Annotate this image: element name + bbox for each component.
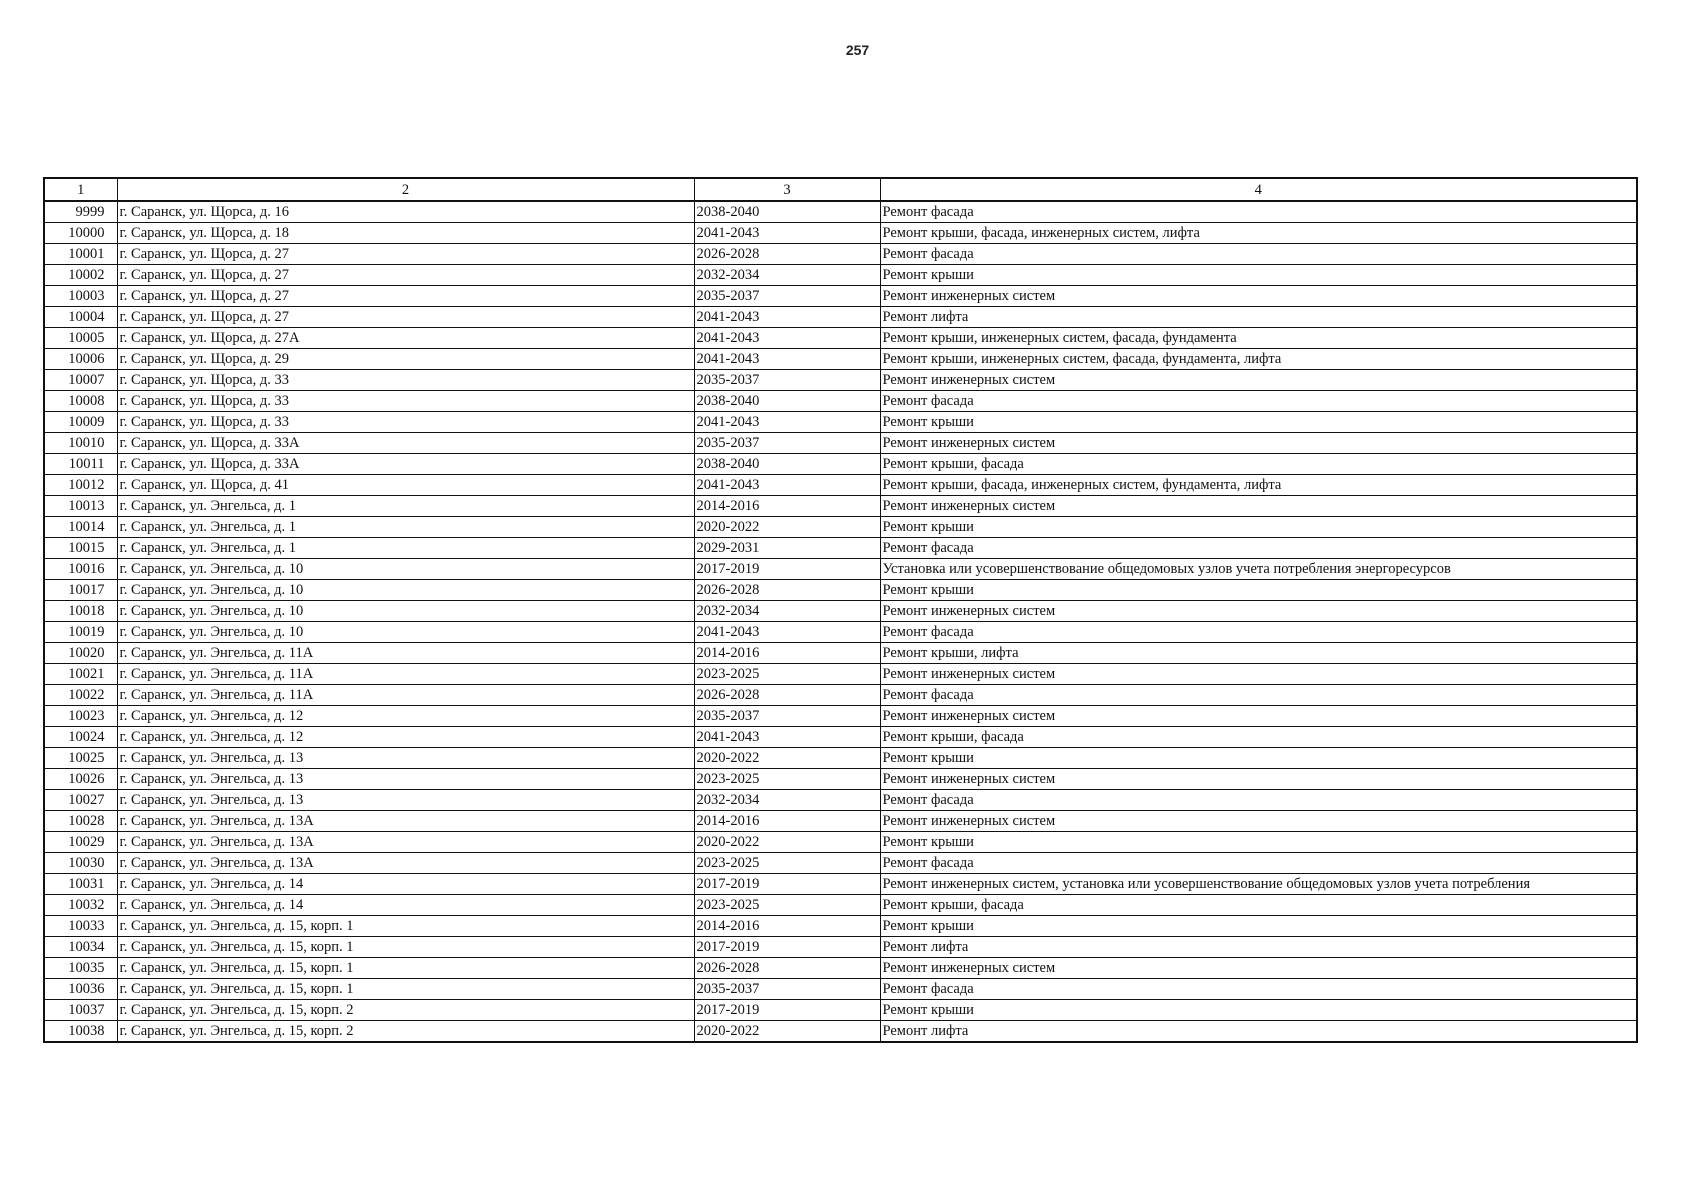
- column-header-3: 3: [694, 178, 880, 201]
- period-cell: 2023-2025: [694, 853, 880, 874]
- address-cell: г. Саранск, ул. Энгельса, д. 15, корп. 1: [117, 916, 694, 937]
- period-cell: 2038-2040: [694, 454, 880, 475]
- work-type-cell: Ремонт крыши: [880, 580, 1637, 601]
- row-number-cell: 10029: [44, 832, 117, 853]
- row-number-cell: 10024: [44, 727, 117, 748]
- address-cell: г. Саранск, ул. Энгельса, д. 13: [117, 769, 694, 790]
- row-number-cell: 10036: [44, 979, 117, 1000]
- address-cell: г. Саранск, ул. Щорса, д. 41: [117, 475, 694, 496]
- table-row: [44, 265, 1637, 286]
- table-row: [44, 664, 1637, 685]
- period-cell: 2035-2037: [694, 286, 880, 307]
- row-number-cell: 10005: [44, 328, 117, 349]
- row-number-cell: 10025: [44, 748, 117, 769]
- row-number-cell: 10012: [44, 475, 117, 496]
- work-type-cell: Ремонт крыши: [880, 517, 1637, 538]
- work-type-cell: Ремонт крыши, фасада, инженерных систем, фундамента, лифта: [880, 475, 1637, 496]
- period-cell: 2038-2040: [694, 391, 880, 412]
- table-row: [44, 622, 1637, 643]
- period-cell: 2017-2019: [694, 559, 880, 580]
- row-number-cell: 10014: [44, 517, 117, 538]
- table-row: [44, 286, 1637, 307]
- table-row: [44, 601, 1637, 622]
- table-row: [44, 643, 1637, 664]
- period-cell: 2041-2043: [694, 307, 880, 328]
- table-row: [44, 412, 1637, 433]
- address-cell: г. Саранск, ул. Энгельса, д. 15, корп. 1: [117, 979, 694, 1000]
- column-header-1: 1: [44, 178, 117, 201]
- work-type-cell: Ремонт фасада: [880, 201, 1637, 223]
- row-number-cell: 10034: [44, 937, 117, 958]
- work-type-cell: Ремонт инженерных систем: [880, 286, 1637, 307]
- address-cell: г. Саранск, ул. Щорса, д. 27: [117, 265, 694, 286]
- address-cell: г. Саранск, ул. Энгельса, д. 1: [117, 538, 694, 559]
- table-row: [44, 538, 1637, 559]
- address-cell: г. Саранск, ул. Энгельса, д. 10: [117, 622, 694, 643]
- table-row: [44, 769, 1637, 790]
- period-cell: 2035-2037: [694, 979, 880, 1000]
- work-type-cell: Ремонт инженерных систем: [880, 601, 1637, 622]
- row-number-cell: 10022: [44, 685, 117, 706]
- row-number-cell: 10033: [44, 916, 117, 937]
- address-cell: г. Саранск, ул. Щорса, д. 33: [117, 412, 694, 433]
- period-cell: 2041-2043: [694, 622, 880, 643]
- row-number-cell: 10010: [44, 433, 117, 454]
- address-cell: г. Саранск, ул. Энгельса, д. 11А: [117, 643, 694, 664]
- table-row: [44, 223, 1637, 244]
- table-row: [44, 979, 1637, 1000]
- table-row: [44, 958, 1637, 979]
- work-type-cell: Установка или усовершенствование общедомовых узлов учета потребления энергоресурсов: [880, 559, 1637, 580]
- row-number-cell: 10013: [44, 496, 117, 517]
- period-cell: 2020-2022: [694, 1021, 880, 1043]
- work-type-cell: Ремонт фасада: [880, 685, 1637, 706]
- page-number: 257: [845, 42, 870, 58]
- address-cell: г. Саранск, ул. Энгельса, д. 13А: [117, 832, 694, 853]
- address-cell: г. Саранск, ул. Энгельса, д. 10: [117, 559, 694, 580]
- work-type-cell: Ремонт крыши: [880, 265, 1637, 286]
- address-cell: г. Саранск, ул. Щорса, д. 27А: [117, 328, 694, 349]
- period-cell: 2020-2022: [694, 748, 880, 769]
- table-row: [44, 580, 1637, 601]
- work-type-cell: Ремонт инженерных систем: [880, 811, 1637, 832]
- row-number-cell: 10003: [44, 286, 117, 307]
- work-type-cell: Ремонт фасада: [880, 622, 1637, 643]
- table-row: [44, 874, 1637, 895]
- address-cell: г. Саранск, ул. Энгельса, д. 15, корп. 1: [117, 937, 694, 958]
- address-cell: г. Саранск, ул. Щорса, д. 33А: [117, 433, 694, 454]
- address-cell: г. Саранск, ул. Щорса, д. 29: [117, 349, 694, 370]
- address-cell: г. Саранск, ул. Щорса, д. 27: [117, 244, 694, 265]
- period-cell: 2020-2022: [694, 517, 880, 538]
- work-type-cell: Ремонт крыши, фасада: [880, 895, 1637, 916]
- address-cell: г. Саранск, ул. Энгельса, д. 10: [117, 580, 694, 601]
- column-header-4: 4: [880, 178, 1637, 201]
- period-cell: 2017-2019: [694, 874, 880, 895]
- work-type-cell: Ремонт крыши, фасада: [880, 727, 1637, 748]
- address-cell: г. Саранск, ул. Энгельса, д. 13: [117, 790, 694, 811]
- row-number-cell: 10018: [44, 601, 117, 622]
- row-number-cell: 10011: [44, 454, 117, 475]
- period-cell: 2014-2016: [694, 916, 880, 937]
- row-number-cell: 10007: [44, 370, 117, 391]
- row-number-cell: 10008: [44, 391, 117, 412]
- row-number-cell: 10001: [44, 244, 117, 265]
- work-type-cell: Ремонт крыши: [880, 916, 1637, 937]
- table-row: [44, 454, 1637, 475]
- row-number-cell: 10004: [44, 307, 117, 328]
- table-row: [44, 517, 1637, 538]
- row-number-cell: 10028: [44, 811, 117, 832]
- period-cell: 2041-2043: [694, 223, 880, 244]
- work-type-cell: Ремонт фасада: [880, 790, 1637, 811]
- period-cell: 2041-2043: [694, 349, 880, 370]
- address-cell: г. Саранск, ул. Энгельса, д. 15, корп. 1: [117, 958, 694, 979]
- address-cell: г. Саранск, ул. Щорса, д. 33: [117, 391, 694, 412]
- address-cell: г. Саранск, ул. Щорса, д. 18: [117, 223, 694, 244]
- table-row: [44, 496, 1637, 517]
- table-row: [44, 685, 1637, 706]
- row-number-cell: 10020: [44, 643, 117, 664]
- work-type-cell: Ремонт инженерных систем: [880, 496, 1637, 517]
- period-cell: 2041-2043: [694, 328, 880, 349]
- row-number-cell: 10019: [44, 622, 117, 643]
- table-row: [44, 895, 1637, 916]
- period-cell: 2041-2043: [694, 412, 880, 433]
- period-cell: 2038-2040: [694, 201, 880, 223]
- period-cell: 2032-2034: [694, 601, 880, 622]
- work-type-cell: Ремонт лифта: [880, 1021, 1637, 1043]
- work-type-cell: Ремонт инженерных систем: [880, 664, 1637, 685]
- table-header: [44, 178, 1637, 201]
- period-cell: 2023-2025: [694, 664, 880, 685]
- period-cell: 2026-2028: [694, 958, 880, 979]
- table-row: [44, 244, 1637, 265]
- table-row: [44, 790, 1637, 811]
- period-cell: 2023-2025: [694, 769, 880, 790]
- work-type-cell: Ремонт лифта: [880, 307, 1637, 328]
- address-cell: г. Саранск, ул. Энгельса, д. 15, корп. 2: [117, 1000, 694, 1021]
- row-number-cell: 10038: [44, 1021, 117, 1043]
- period-cell: 2017-2019: [694, 1000, 880, 1021]
- table-row: [44, 706, 1637, 727]
- row-number-cell: 10000: [44, 223, 117, 244]
- row-number-cell: 10031: [44, 874, 117, 895]
- table-row: [44, 748, 1637, 769]
- work-type-cell: Ремонт лифта: [880, 937, 1637, 958]
- table-row: [44, 1021, 1637, 1043]
- column-header-2: 2: [117, 178, 694, 201]
- row-number-cell: 10032: [44, 895, 117, 916]
- period-cell: 2026-2028: [694, 685, 880, 706]
- work-type-cell: Ремонт крыши, инженерных систем, фасада, фундамента, лифта: [880, 349, 1637, 370]
- table-row: [44, 559, 1637, 580]
- table-row: [44, 370, 1637, 391]
- table-row: [44, 201, 1637, 223]
- address-cell: г. Саранск, ул. Энгельса, д. 13А: [117, 811, 694, 832]
- work-type-cell: Ремонт крыши: [880, 1000, 1637, 1021]
- work-type-cell: Ремонт крыши, инженерных систем, фасада, фундамента: [880, 328, 1637, 349]
- period-cell: 2014-2016: [694, 496, 880, 517]
- work-type-cell: Ремонт инженерных систем: [880, 370, 1637, 391]
- table-row: [44, 832, 1637, 853]
- address-cell: г. Саранск, ул. Энгельса, д. 12: [117, 706, 694, 727]
- table-body: [44, 201, 1637, 1042]
- table-row: [44, 328, 1637, 349]
- table-row: [44, 853, 1637, 874]
- table-row: [44, 307, 1637, 328]
- address-cell: г. Саранск, ул. Энгельса, д. 14: [117, 874, 694, 895]
- work-type-cell: Ремонт фасада: [880, 853, 1637, 874]
- period-cell: 2026-2028: [694, 580, 880, 601]
- table-row: [44, 475, 1637, 496]
- period-cell: 2014-2016: [694, 643, 880, 664]
- row-number-cell: 10027: [44, 790, 117, 811]
- address-cell: г. Саранск, ул. Щорса, д. 33А: [117, 454, 694, 475]
- work-type-cell: Ремонт крыши: [880, 412, 1637, 433]
- period-cell: 2023-2025: [694, 895, 880, 916]
- period-cell: 2035-2037: [694, 433, 880, 454]
- address-cell: г. Саранск, ул. Энгельса, д. 1: [117, 496, 694, 517]
- row-number-cell: 10006: [44, 349, 117, 370]
- row-number-cell: 10009: [44, 412, 117, 433]
- work-type-cell: Ремонт крыши: [880, 832, 1637, 853]
- work-type-cell: Ремонт инженерных систем, установка или усовершенствование общедомовых узлов учета потребления: [880, 874, 1637, 895]
- address-cell: г. Саранск, ул. Энгельса, д. 12: [117, 727, 694, 748]
- row-number-cell: 10021: [44, 664, 117, 685]
- address-cell: г. Саранск, ул. Энгельса, д. 15, корп. 2: [117, 1021, 694, 1043]
- address-cell: г. Саранск, ул. Энгельса, д. 10: [117, 601, 694, 622]
- address-cell: г. Саранск, ул. Энгельса, д. 11А: [117, 664, 694, 685]
- table-row: [44, 727, 1637, 748]
- work-type-cell: Ремонт инженерных систем: [880, 706, 1637, 727]
- work-type-cell: Ремонт крыши, фасада: [880, 454, 1637, 475]
- work-type-cell: Ремонт инженерных систем: [880, 958, 1637, 979]
- address-cell: г. Саранск, ул. Энгельса, д. 13А: [117, 853, 694, 874]
- table-row: [44, 349, 1637, 370]
- row-number-cell: 9999: [44, 201, 117, 223]
- period-cell: 2032-2034: [694, 265, 880, 286]
- period-cell: 2029-2031: [694, 538, 880, 559]
- period-cell: 2026-2028: [694, 244, 880, 265]
- work-type-cell: Ремонт фасада: [880, 244, 1637, 265]
- period-cell: 2035-2037: [694, 370, 880, 391]
- repair-schedule-table: [43, 177, 1638, 1043]
- row-number-cell: 10026: [44, 769, 117, 790]
- row-number-cell: 10015: [44, 538, 117, 559]
- table-row: [44, 916, 1637, 937]
- period-cell: 2032-2034: [694, 790, 880, 811]
- work-type-cell: Ремонт инженерных систем: [880, 769, 1637, 790]
- address-cell: г. Саранск, ул. Щорса, д. 27: [117, 307, 694, 328]
- row-number-cell: 10037: [44, 1000, 117, 1021]
- table-row: [44, 391, 1637, 412]
- table-row: [44, 433, 1637, 454]
- table-row: [44, 1000, 1637, 1021]
- address-cell: г. Саранск, ул. Энгельса, д. 14: [117, 895, 694, 916]
- work-type-cell: Ремонт фасада: [880, 391, 1637, 412]
- row-number-cell: 10002: [44, 265, 117, 286]
- address-cell: г. Саранск, ул. Щорса, д. 33: [117, 370, 694, 391]
- table-row: [44, 811, 1637, 832]
- work-type-cell: Ремонт крыши: [880, 748, 1637, 769]
- address-cell: г. Саранск, ул. Щорса, д. 27: [117, 286, 694, 307]
- work-type-cell: Ремонт фасада: [880, 538, 1637, 559]
- row-number-cell: 10016: [44, 559, 117, 580]
- address-cell: г. Саранск, ул. Энгельса, д. 1: [117, 517, 694, 538]
- row-number-cell: 10035: [44, 958, 117, 979]
- period-cell: 2020-2022: [694, 832, 880, 853]
- address-cell: г. Саранск, ул. Щорса, д. 16: [117, 201, 694, 223]
- address-cell: г. Саранск, ул. Энгельса, д. 11А: [117, 685, 694, 706]
- row-number-cell: 10030: [44, 853, 117, 874]
- period-cell: 2017-2019: [694, 937, 880, 958]
- work-type-cell: Ремонт крыши, лифта: [880, 643, 1637, 664]
- work-type-cell: Ремонт крыши, фасада, инженерных систем, лифта: [880, 223, 1637, 244]
- row-number-cell: 10023: [44, 706, 117, 727]
- work-type-cell: Ремонт фасада: [880, 979, 1637, 1000]
- period-cell: 2041-2043: [694, 475, 880, 496]
- header-row: [44, 178, 1637, 201]
- period-cell: 2014-2016: [694, 811, 880, 832]
- table-row: [44, 937, 1637, 958]
- address-cell: г. Саранск, ул. Энгельса, д. 13: [117, 748, 694, 769]
- period-cell: 2041-2043: [694, 727, 880, 748]
- work-type-cell: Ремонт инженерных систем: [880, 433, 1637, 454]
- row-number-cell: 10017: [44, 580, 117, 601]
- period-cell: 2035-2037: [694, 706, 880, 727]
